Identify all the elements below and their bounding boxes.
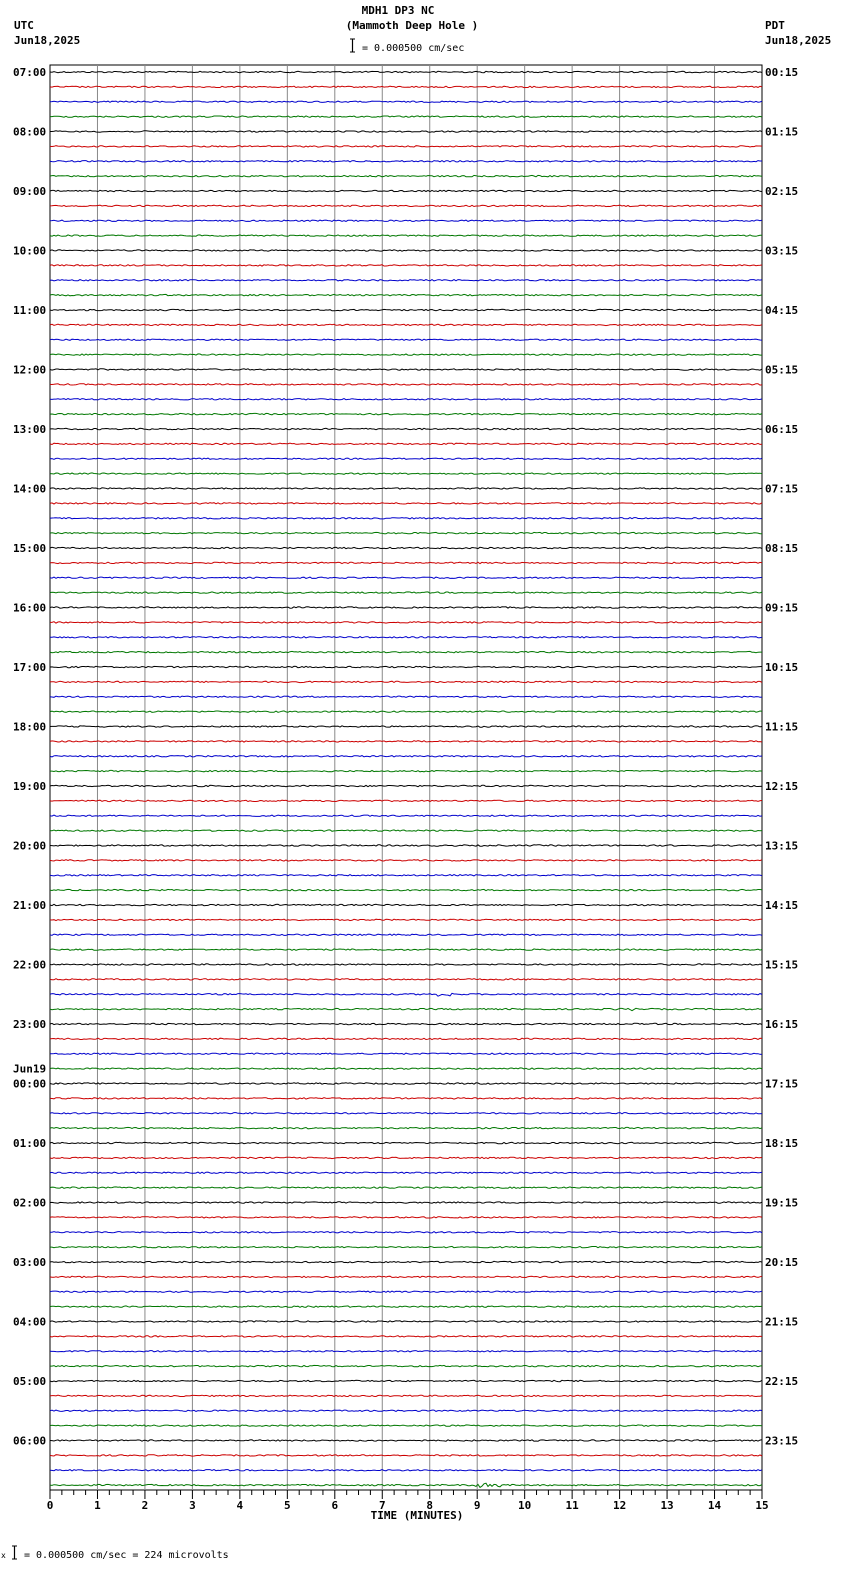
x-tick-label: 11 [565, 1499, 579, 1512]
x-tick-label: 2 [141, 1499, 149, 1512]
seismic-trace [50, 1068, 762, 1069]
pdt-hour-label: 08:15 [765, 542, 799, 555]
seismic-trace [50, 1321, 762, 1322]
seismic-trace [50, 547, 762, 548]
x-tick-label: 5 [284, 1499, 291, 1512]
seismic-trace [50, 889, 762, 890]
utc-hour-label: 19:00 [13, 780, 47, 793]
seismic-trace [50, 428, 762, 429]
pdt-hour-label: 06:15 [765, 423, 799, 436]
seismic-trace [50, 1425, 762, 1426]
seismic-trace [50, 205, 762, 206]
seismic-trace [50, 1127, 762, 1128]
pdt-hour-label: 22:15 [765, 1375, 799, 1388]
x-tick-label: 10 [518, 1499, 532, 1512]
seismic-trace [50, 919, 762, 920]
pdt-hour-label: 03:15 [765, 244, 799, 258]
seismic-trace [50, 1023, 762, 1024]
utc-hour-label: 11:00 [13, 304, 47, 317]
seismic-trace [50, 666, 762, 667]
utc-hour-label: 18:00 [13, 720, 47, 734]
seismic-trace [50, 339, 762, 340]
pdt-hour-label: 12:15 [765, 780, 799, 793]
seismic-trace [50, 949, 762, 950]
pdt-hour-label: 18:15 [765, 1137, 799, 1150]
seismic-trace [50, 503, 762, 504]
pdt-hour-label: 19:15 [765, 1196, 799, 1210]
x-tick-label: 12 [612, 1499, 627, 1512]
seismic-trace [50, 875, 762, 876]
seismic-trace [50, 1172, 762, 1173]
footer-scale-note: = 0.000500 cm/sec = 224 microvolts [24, 1550, 229, 1561]
utc-hour-label: 06:00 [13, 1434, 47, 1448]
seismic-trace [50, 309, 762, 310]
seismic-trace [50, 637, 762, 638]
utc-hour-label: 16:00 [13, 601, 47, 615]
seismic-trace [50, 71, 762, 72]
seismic-trace [50, 518, 762, 519]
utc-hour-label: 13:00 [13, 423, 47, 436]
utc-hour-label: 04:00 [13, 1315, 47, 1329]
pdt-hour-label: 23:15 [765, 1434, 799, 1448]
seismic-trace [50, 1157, 762, 1158]
seismic-trace [50, 607, 762, 608]
x-tick-label: 0 [46, 1499, 54, 1512]
seismic-trace [50, 1053, 762, 1054]
utc-hour-label: 17:00 [13, 661, 47, 674]
seismic-trace [50, 473, 762, 474]
seismic-trace [50, 770, 762, 771]
pdt-hour-label: 16:15 [765, 1018, 799, 1031]
footer-prefix: x [1, 1551, 6, 1560]
seismic-trace [50, 726, 762, 727]
seismic-trace [50, 800, 762, 801]
station-title: MDH1 DP3 NC [361, 4, 435, 17]
seismic-trace [50, 1455, 762, 1456]
x-tick-label: 13 [660, 1499, 674, 1512]
seismic-trace [50, 830, 762, 831]
seismic-trace [50, 756, 762, 757]
x-tick-label: 1 [94, 1499, 101, 1512]
left-timezone: UTC [14, 19, 34, 32]
seismic-trace [50, 1142, 762, 1143]
seismic-trace [50, 1276, 762, 1277]
seismic-trace [50, 250, 762, 251]
seismic-trace [50, 1470, 762, 1471]
seismic-trace [50, 1351, 762, 1352]
seismic-trace [50, 711, 762, 712]
seismic-trace [50, 1336, 762, 1337]
date-change-label: Jun19 [13, 1062, 47, 1076]
utc-hour-label: 22:00 [13, 958, 47, 972]
utc-hour-label: 05:00 [13, 1375, 47, 1388]
pdt-hour-label: 05:15 [765, 363, 799, 377]
pdt-hour-label: 04:15 [765, 304, 799, 317]
left-date: Jun18,2025 [14, 34, 81, 47]
pdt-hour-label: 14:15 [765, 899, 799, 912]
x-tick-label: 8 [426, 1499, 434, 1512]
x-tick-label: 14 [707, 1499, 722, 1512]
utc-hour-label: 02:00 [13, 1196, 47, 1210]
pdt-hour-label: 20:15 [765, 1256, 799, 1269]
seismic-trace [50, 1291, 762, 1292]
pdt-hour-label: 17:15 [765, 1077, 799, 1091]
seismic-trace [50, 175, 762, 176]
seismic-trace [50, 1098, 762, 1099]
seismic-trace [50, 1410, 762, 1411]
x-tick-label: 3 [189, 1499, 196, 1512]
seismic-trace [50, 562, 762, 563]
utc-hour-label: 07:00 [13, 66, 47, 79]
pdt-hour-label: 02:15 [765, 185, 799, 198]
seismic-trace [50, 1380, 762, 1381]
pdt-hour-label: 11:15 [765, 720, 799, 734]
seismic-trace [50, 1246, 762, 1247]
seismic-trace [50, 131, 762, 132]
seismic-trace [50, 1217, 762, 1218]
utc-hour-label: 00:00 [13, 1077, 47, 1091]
seismic-trace [50, 1113, 762, 1114]
seismic-trace [50, 1187, 762, 1188]
seismic-trace [50, 399, 762, 400]
seismic-trace [50, 1232, 762, 1233]
seismic-trace [50, 294, 762, 295]
utc-hour-label: 03:00 [13, 1256, 47, 1269]
seismic-trace [50, 979, 762, 980]
seismic-trace [50, 934, 762, 935]
pdt-hour-label: 21:15 [765, 1315, 799, 1329]
utc-hour-label: 10:00 [13, 244, 47, 258]
seismic-trace [50, 265, 762, 266]
x-tick-label: 15 [755, 1499, 769, 1512]
seismic-trace [50, 993, 762, 996]
utc-hour-label: 21:00 [13, 899, 47, 912]
seismic-trace [50, 458, 762, 459]
pdt-hour-label: 13:15 [765, 839, 799, 853]
seismic-trace [50, 101, 762, 102]
seismic-trace [50, 741, 762, 742]
seismic-trace [50, 1395, 762, 1396]
x-tick-label: 7 [378, 1499, 386, 1512]
seismic-trace [50, 681, 762, 682]
seismic-trace [50, 577, 762, 578]
x-tick-label: 9 [473, 1499, 481, 1512]
x-tick-label: 6 [331, 1499, 339, 1512]
seismic-trace [50, 86, 762, 87]
pdt-hour-label: 09:15 [765, 601, 799, 615]
footer-scale-icon [11, 1545, 18, 1560]
seismic-trace [50, 280, 762, 281]
seismic-trace [50, 532, 762, 533]
seismic-trace [50, 190, 762, 191]
seismic-trace [50, 1202, 762, 1203]
seismic-trace [50, 1261, 762, 1262]
seismic-trace [50, 1365, 762, 1366]
seismic-trace [50, 622, 762, 623]
seismic-trace [50, 1483, 762, 1487]
utc-hour-label: 14:00 [13, 482, 47, 496]
right-date: Jun18,2025 [765, 34, 832, 47]
seismic-trace [50, 369, 762, 370]
seismic-trace [50, 161, 762, 162]
seismic-trace [50, 146, 762, 147]
seismic-trace [50, 1440, 762, 1441]
seismic-trace [50, 116, 762, 117]
pdt-hour-label: 15:15 [765, 958, 799, 972]
seismic-trace [50, 354, 762, 355]
seismic-trace [50, 904, 762, 905]
x-tick-label: 4 [236, 1499, 244, 1512]
seismic-trace [50, 413, 762, 414]
seismic-trace [50, 696, 762, 697]
pdt-hour-label: 01:15 [765, 125, 799, 139]
seismic-trace [50, 488, 762, 489]
utc-hour-label: 01:00 [13, 1137, 47, 1150]
seismic-trace [50, 1038, 762, 1039]
seismic-trace [50, 220, 762, 221]
seismic-trace [50, 384, 762, 385]
right-timezone: PDT [765, 19, 785, 32]
station-location: (Mammoth Deep Hole ) [345, 19, 479, 32]
scale-label: = 0.000500 cm/sec [362, 43, 465, 54]
seismic-trace [50, 1083, 762, 1084]
seismic-trace [50, 1306, 762, 1307]
seismic-trace [50, 860, 762, 861]
seismic-trace [50, 324, 762, 325]
seismic-trace [50, 845, 762, 846]
pdt-hour-label: 07:15 [765, 482, 799, 496]
utc-hour-label: 09:00 [13, 185, 47, 198]
pdt-hour-label: 10:15 [765, 661, 799, 674]
utc-hour-label: 23:00 [13, 1018, 47, 1031]
utc-hour-label: 15:00 [13, 542, 47, 555]
seismic-trace [50, 651, 762, 652]
utc-hour-label: 20:00 [13, 839, 47, 853]
seismic-trace [50, 785, 762, 786]
seismic-trace [50, 592, 762, 593]
seismic-trace [50, 235, 762, 236]
utc-hour-label: 12:00 [13, 363, 47, 377]
seismic-trace [50, 964, 762, 965]
seismic-trace [50, 443, 762, 444]
seismic-trace [50, 1008, 762, 1010]
seismic-trace [50, 815, 762, 816]
x-axis-title: TIME (MINUTES) [370, 1509, 464, 1522]
utc-hour-label: 08:00 [13, 125, 47, 139]
pdt-hour-label: 00:15 [765, 66, 799, 79]
